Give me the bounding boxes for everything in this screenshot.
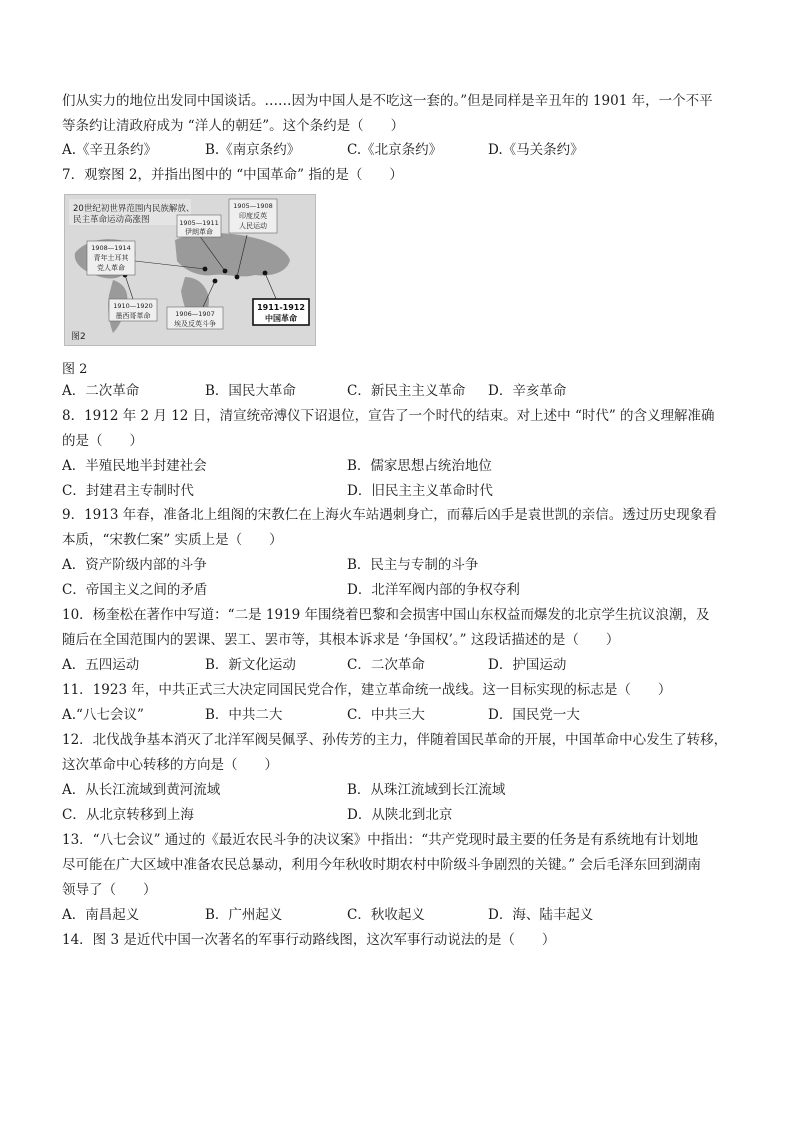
q8-option-a: A．半殖民地半封建社会 (62, 458, 207, 474)
q10-option-c: C．二次革命 (347, 657, 425, 673)
q10-line1: 10．杨奎松在著作中写道：“二是 1919 年围绕着巴黎和会损害中国山东权益而爆发的北京学生抗议浪潮，及 (62, 607, 710, 623)
q7-option-a: A．二次革命 (62, 383, 140, 399)
q10-line2: 随后在全国范围内的罢课、罢工、罢市等，其根本诉求是 ‘争国权’。” 这段话描述的是（ ） (62, 632, 620, 648)
q10-option-d: D．护国运动 (488, 657, 567, 673)
q13-line2: 尽可能在广大区域中准备农民总暴动，利用今年秋收时期农村中阶级斗争剧烈的关键。” 会后毛泽东回到湖南 (62, 857, 701, 873)
label-egypt-name: 埃及反英斗争 (174, 320, 216, 328)
q12-option-c: C．从北京转移到上海 (62, 807, 194, 823)
figure-2-caption: 图 2 (62, 362, 88, 377)
q6-line2: 等条约让清政府成为 “洋人的朝廷”。这个条约是（ ） (62, 118, 405, 134)
label-india-name: 印度反英 (239, 212, 267, 220)
q9-line2: 本质，“宋教仁案” 实质上是（ ） (62, 532, 283, 548)
q10-option-b: B．新文化运动 (205, 657, 296, 673)
q12-line1: 12．北伐战争基本消灭了北洋军阀吴佩孚、孙传芳的主力，伴随着国民革命的开展，中国革命中心发生了转移， (62, 732, 728, 748)
q11-option-b: B．中共二大 (205, 707, 283, 723)
q8-line1: 8．1912 年 2 月 12 日，清宣统帝溥仪下诏退位，宣告了一个时代的结束。对上述中 “时代” 的含义理解准确 (62, 408, 715, 424)
world-map-illustration (65, 195, 315, 345)
q7-stem: 7．观察图 2，并指出图中的 “中国革命” 指的是（ ） (62, 167, 403, 183)
q13-option-d: D．海、陆丰起义 (488, 907, 594, 923)
q11-option-d: D．国民党一大 (488, 707, 580, 723)
label-china-years: 1911-1912 (257, 303, 305, 312)
q8-line2: 的是（ ） (62, 433, 143, 449)
q13-option-a: A．南昌起义 (62, 907, 140, 923)
q12-line2: 这次革命中心转移的方向是（ ） (62, 757, 278, 773)
q13-line1: 13．“八七会议” 通过的《最近农民斗争的决议案》中指出：“共产党现时最主要的任务是有系统地有计划地 (62, 832, 699, 848)
q9-option-b: B．民主与专制的斗争 (347, 557, 479, 573)
q13-option-c: C．秋收起义 (347, 907, 425, 923)
figure-2-world-revolution-map (64, 194, 316, 346)
figure-title-line2: 民主革命运动高涨图 (73, 215, 150, 225)
q9-option-c: C．帝国主义之间的矛盾 (62, 582, 208, 598)
label-mexico-name: 墨西哥革命 (115, 312, 151, 320)
q12-option-b: B．从珠江流域到长江流域 (347, 782, 506, 798)
q6-option-c: C.《北京条约》 (347, 142, 443, 158)
label-iran-years: 1905—1911 (179, 219, 219, 227)
q11-option-a: A.“八七会议” (62, 707, 144, 723)
q8-option-b: B．儒家思想占统治地位 (347, 458, 492, 474)
label-china-name: 中国革命 (265, 314, 297, 323)
label-mexico-years: 1910—1920 (113, 302, 153, 310)
label-india-years: 1905—1908 (233, 202, 273, 210)
label-turkey-name: 青年土耳其 (93, 254, 129, 262)
q6-option-d: D.《马关条约》 (488, 142, 584, 158)
q9-option-d: D．北洋军阀内部的争权夺利 (347, 582, 520, 598)
q10-option-a: A．五四运动 (62, 657, 140, 673)
q6-option-a: A.《辛丑条约》 (62, 142, 158, 158)
q11-option-c: C．中共三大 (347, 707, 425, 723)
label-egypt-years: 1906—1907 (175, 310, 215, 318)
q8-option-c: C．封建君主专制时代 (62, 483, 194, 499)
label-iran-name: 伊朗革命 (185, 228, 213, 236)
q13-line3: 领导了（ ） (62, 882, 157, 898)
q12-option-d: D．从陕北到北京 (347, 807, 453, 823)
q14-line1: 14．图 3 是近代中国一次著名的军事行动路线图，这次军事行动说法的是（ ） (62, 932, 556, 948)
q13-option-b: B．广州起义 (205, 907, 283, 923)
q12-option-a: A．从长江流域到黄河流域 (62, 782, 221, 798)
q6-line1: 们从实力的地位出发同中国谈话。……因为中国人是不吃这一套的。”但是同样是辛丑年的 1901 年，一个不平 (62, 93, 713, 109)
label-turkey-years: 1908—1914 (91, 244, 131, 252)
q6-option-b: B.《南京条约》 (205, 142, 301, 158)
q11-line1: 11．1923 年，中共正式三大决定同国民党合作，建立革命统一战线。这一目标实现的标志是（ ） (62, 682, 672, 698)
figure-corner-label: 图2 (71, 332, 86, 342)
figure-title-line1: 20世纪初世界范围内民族解放、 (73, 204, 195, 214)
q7-option-c: C．新民主主义革命 (347, 383, 466, 399)
q9-line1: 9．1913 年春，准备北上组阁的宋教仁在上海火车站遇刺身亡，而幕后凶手是袁世凯的亲信。透过历史现象看 (62, 507, 717, 523)
label-india-name2: 人民运动 (239, 222, 267, 230)
q9-option-a: A．资产阶级内部的斗争 (62, 557, 207, 573)
q7-option-d: D．辛亥革命 (488, 383, 567, 399)
label-turkey-name2: 党人革命 (97, 264, 125, 272)
q8-option-d: D．旧民主主义革命时代 (347, 483, 493, 499)
q7-option-b: B．国民大革命 (205, 383, 296, 399)
